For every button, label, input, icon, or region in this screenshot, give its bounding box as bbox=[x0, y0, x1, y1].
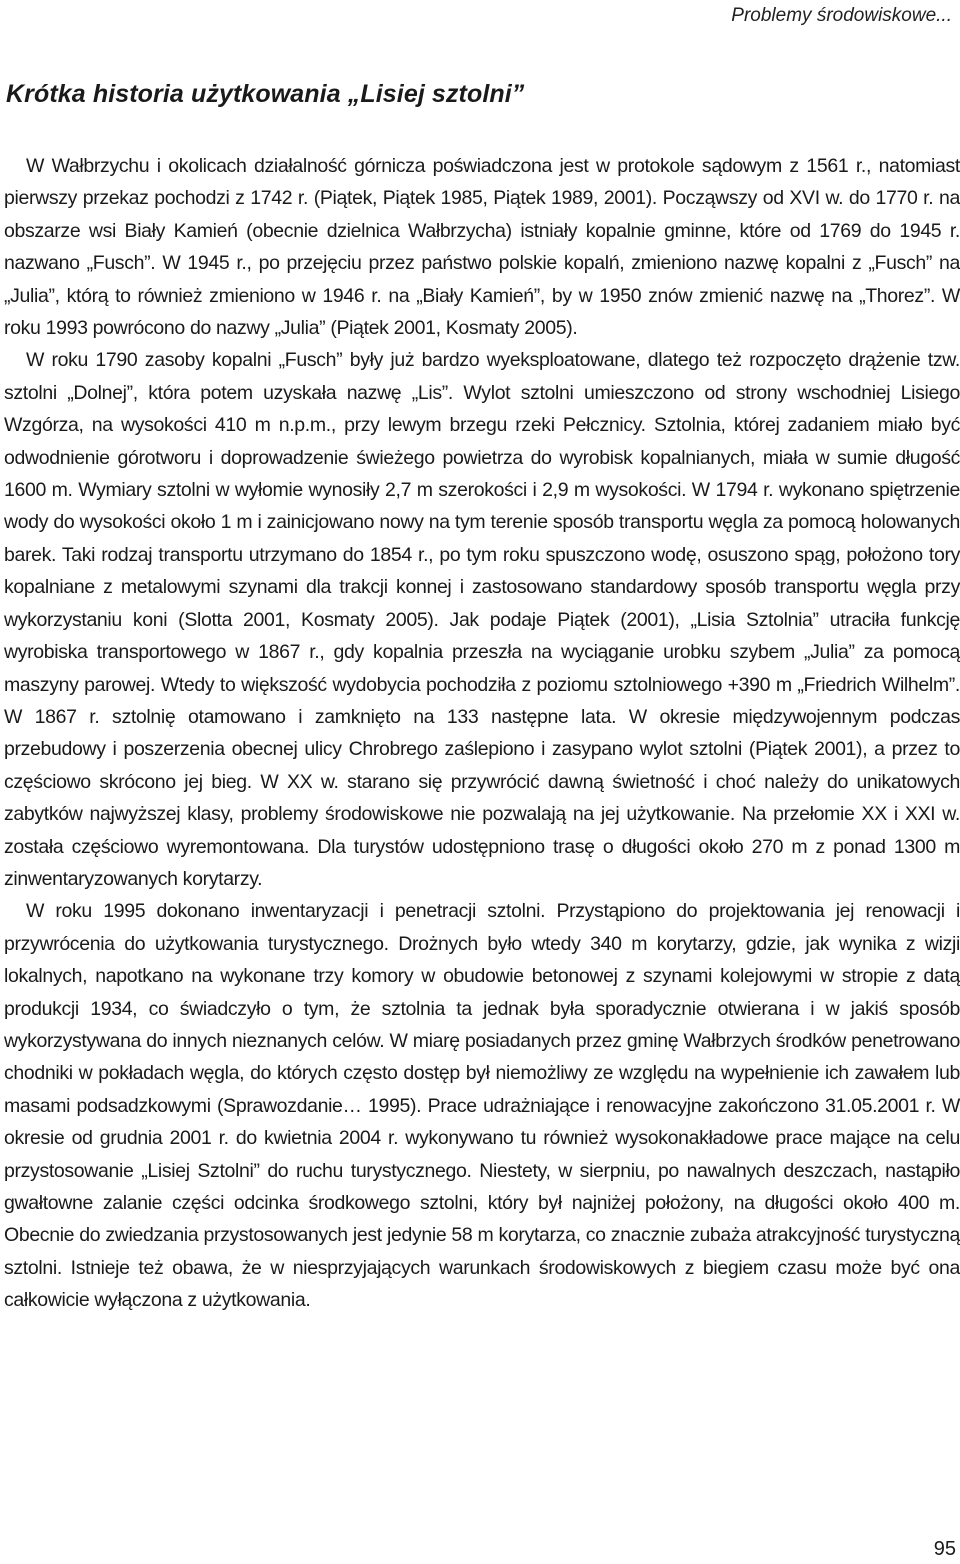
paragraph-1: W Wałbrzychu i okolicach działalność górnicza poświadczona jest w protokole sądowym z 1561 r., natomiast pierwszy przekaz pochodzi z 1742 r. (Piątek, Piątek 1985, Piątek 1989, 2001). Począwszy od XVI w. do 1770 r. na obszarze wsi Biały Kamień (obecnie dzielnica Wałbrzycha) istniały kopalnie gminne, które od 1769 do 1945 r. nazwano „Fusch”. W 1945 r., po przejęciu przez państwo polskie kopalń, zmieniono nazwę kopalni z „Fusch” na „Julia”, którą to również zmieniono w 1946 r. na „Biały Kamień”, by w 1950 znów zmienić nazwę na „Thorez”. W roku 1993 powrócono do nazwy „Julia” (Piątek 2001, Kosmaty 2005). bbox=[4, 155, 960, 340]
paragraph-2: W roku 1790 zasoby kopalni „Fusch” były już bardzo wyeksploatowane, dlatego też rozpoczęto drążenie tzw. sztolni „Dolnej”, która potem uzyskała nazwę „Lis”. Wylot sztolni umieszczono od strony wschodniej Lisiego Wzgórza, na wysokości 410 m n.p.m., przy lewym brzegu rzeki Pełcznicy. Sztolnia, której zadaniem miało być odwodnienie górotworu i doprowadzenie świeżego powietrza do wyrobisk kopalnianych, miała w sumie długość 1600 m. Wymiary sztolni w wyłomie wynosiły 2,7 m szerokości i 2,9 m wysokości. W 1794 r. wykonano spiętrzenie wody do wysokości około 1 m i zainicjowano nowy na tym terenie sposób transportu węgla za pomocą holowanych barek. Taki rodzaj transportu utrzymano do 1854 r., po tym roku spuszczono wodę, osuszono spąg, położono tory kopalniane z metalowymi szynami dla trakcji konnej i zastosowano standardowy sposób transportu węgla przy wykorzystaniu koni (Slotta 2001, Kosmaty 2005). Jak podaje Piątek (2001), „Lisia Sztolnia” utraciła funkcję wyrobiska transportowego w 1867 r., gdy kopalnia przeszła na wyciąganie urobku szybem „Julia” za pomocą maszyny parowej. Wtedy to większość wydobycia pochodziła z poziomu sztolniowego +390 m „Friedrich Wilhelm”. W 1867 r. sztolnię otamowano i zamknięto na 133 następne lata. W okresie międzywojennym podczas przebudowy i poszerzenia obecnej ulicy Chrobrego zaślepiono i zasypano wylot sztolni (Piątek 2001), a przez to częściowo skrócono jej bieg. W XX w. starano się przywrócić dawną świetność i choć należy do unikatowych zabytków najwyższej klasy, problemy środowiskowe nie pozwalają na jej użytkowanie. Na przełomie XX i XXI w. została częściowo wyremontowana. Dla turystów udostępniono trasę o długości około 270 m z ponad 1300 m zinwentaryzowanych korytarzy. bbox=[4, 349, 960, 890]
section-title: Krótka historia użytkowania „Lisiej sztolni” bbox=[6, 80, 525, 108]
paragraph-3: W roku 1995 dokonano inwentaryzacji i penetracji sztolni. Przystąpiono do projektowania jej renowacji i przywrócenia do użytkowania turystycznego. Drożnych było wtedy 340 m korytarzy, gdzie, jak wynika z wizji lokalnych, napotkano na wykonane trzy komory w obudowie betonowej z szynami kolejowymi w stropie z datą produkcji 1934, co świadczyło o tym, że sztolnia ta jednak była sporadycznie otwierana i w jakiś sposób wykorzystywana do innych nieznanych celów. W miarę posiadanych przez gminę Wałbrzych środków penetrowano chodniki w pokładach węgla, do których często dostęp był niemożliwy ze względu na wypełnienie ich zawałem lub masami podsadzkowymi (Sprawozdanie… 1995). Prace udrażniające i renowacyjne zakończono 31.05.2001 r. W okresie od grudnia 2001 r. do kwietnia 2004 r. wykonywano tu również wysokonakładowe prace mające na celu przystosowanie „Lisiej Sztolni” do ruchu turystycznego. Niestety, w sierpniu, po nawalnych deszczach, nastąpiło gwałtowne zalanie części odcinka środkowego sztolni, który był najniżej położony, na długości około 400 m. Obecnie do zwiedzania przystosowanych jest jedynie 58 m korytarza, co znacznie zubaża atrakcyjność turystyczną sztolni. Istnieje też obawa, że w niesprzyjających warunkach środowiskowych z biegiem czasu może być ona całkowicie wyłączona z użytkowania. bbox=[4, 900, 960, 1312]
page-number: 95 bbox=[933, 1538, 956, 1560]
article-body bbox=[4, 150, 960, 1317]
running-header: Problemy środowiskowe... bbox=[731, 5, 952, 26]
